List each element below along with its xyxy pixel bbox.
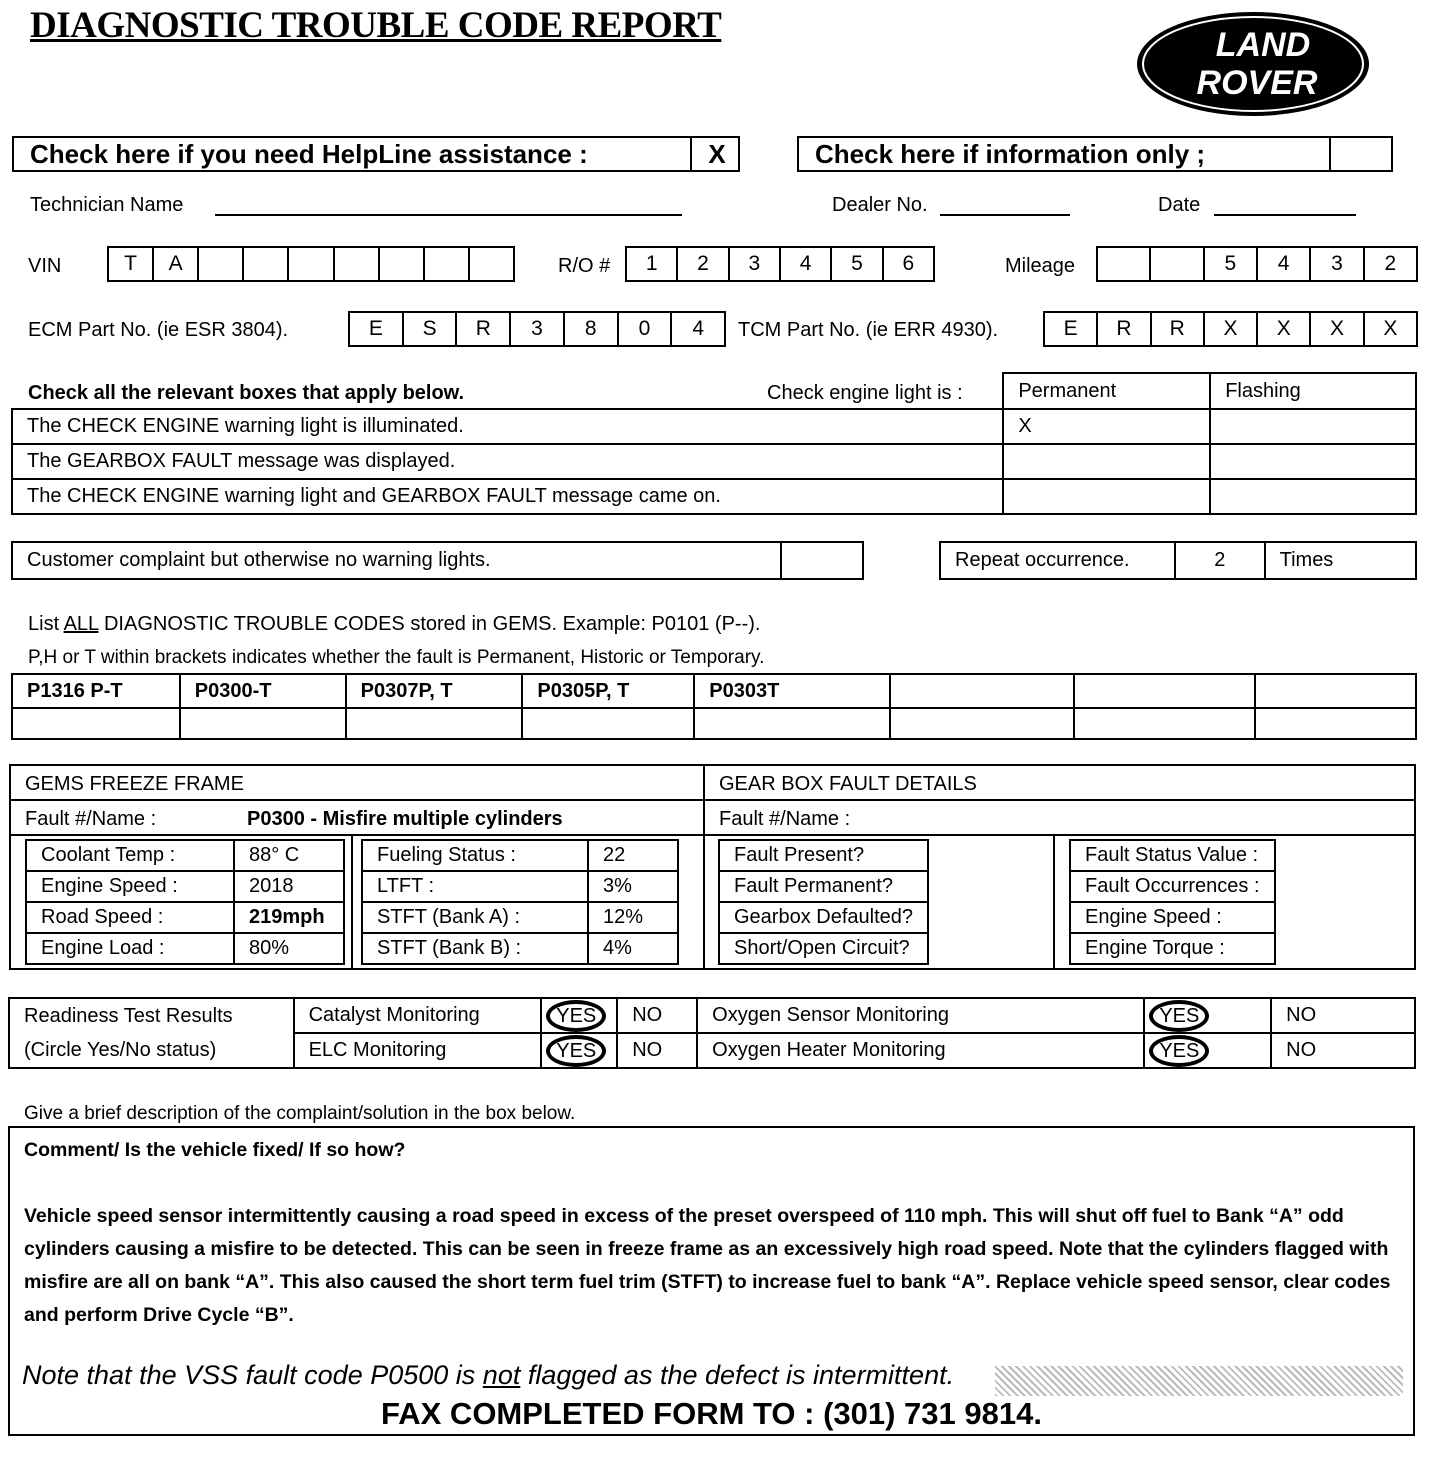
- ro-box[interactable]: 4: [781, 248, 832, 280]
- ff-fault-value: P0300 - Misfire multiple cylinders: [247, 808, 563, 830]
- ecm-box[interactable]: S: [404, 313, 458, 345]
- ff-value: 4%: [588, 933, 678, 964]
- yes-option[interactable]: [1144, 998, 1271, 1033]
- dtc-instruction-2: P,H or T within brackets indicates whether the fault is Permanent, Historic or Temporary.: [28, 647, 765, 668]
- comment-heading: Comment/ Is the vehicle fixed/ If so how?: [24, 1139, 406, 1161]
- dtc-cell[interactable]: P1316 P-T: [12, 674, 180, 708]
- tcm-boxes[interactable]: [1043, 311, 1418, 347]
- ecm-box[interactable]: 3: [511, 313, 565, 345]
- info-only-box: [797, 136, 1393, 172]
- mileage-boxes[interactable]: [1096, 246, 1418, 282]
- description-intro: Give a brief description of the complaint/solution in the box below.: [24, 1103, 576, 1124]
- readiness-test-label: Oxygen Sensor Monitoring: [697, 998, 1144, 1033]
- gb-label: Fault Occurrences :: [1070, 871, 1275, 902]
- flashing-checkbox[interactable]: [1210, 479, 1416, 514]
- vin-box[interactable]: A: [154, 248, 199, 280]
- ro-boxes[interactable]: [625, 246, 935, 282]
- col-flashing: Flashing: [1210, 373, 1416, 409]
- tcm-box[interactable]: X: [1205, 313, 1258, 345]
- dtc-cell[interactable]: [890, 708, 1074, 739]
- vin-box[interactable]: [244, 248, 289, 280]
- ro-box[interactable]: 3: [730, 248, 781, 280]
- ecm-label: ECM Part No. (ie ESR 3804).: [28, 319, 289, 341]
- ecm-box[interactable]: 4: [692, 317, 705, 340]
- readiness-test-label: ELC Monitoring: [294, 1033, 542, 1068]
- vin-box[interactable]: [470, 248, 513, 280]
- vin-box[interactable]: [425, 248, 470, 280]
- mileage-box[interactable]: 5: [1205, 248, 1258, 280]
- complaint-label: Customer complaint but otherwise no warning lights.: [12, 542, 781, 579]
- comment-body: Vehicle speed sensor intermittently causing a road speed in excess of the preset overspeed of 110 mph. This will shut off fuel to Bank “A” odd cylinders causing a misfire to be detected. This can be seen in freeze frame as an excessively high road speed. Note that the cylinders flagged with misfire are all on bank “A”. This also caused the short term fuel trim (STFT) to increase fuel to bank “A”. Replace vehicle speed sensor, clear codes and perform Drive Cycle “B”.: [24, 1205, 1391, 1326]
- date-label: Date: [1158, 194, 1201, 216]
- yes-circle: YES: [546, 1000, 606, 1032]
- date-field[interactable]: [1214, 214, 1356, 216]
- dealer-field[interactable]: [940, 214, 1070, 216]
- gb-label: Engine Torque :: [1070, 933, 1275, 964]
- ff-label: Fueling Status :: [362, 840, 588, 871]
- vin-boxes[interactable]: [107, 246, 515, 282]
- ro-box[interactable]: 5: [832, 248, 883, 280]
- relevant-row-label: The GEARBOX FAULT message was displayed.: [12, 444, 1003, 479]
- tcm-box[interactable]: R: [1098, 313, 1151, 345]
- ff-label: LTFT :: [362, 871, 588, 902]
- dtc-cell[interactable]: [1255, 674, 1416, 708]
- no-option[interactable]: NO: [617, 1033, 697, 1068]
- technician-label: Technician Name: [30, 194, 184, 216]
- gb-label: Fault Permanent?: [719, 871, 928, 902]
- ff-value: 22: [588, 840, 678, 871]
- ro-box[interactable]: 1: [627, 248, 678, 280]
- tcm-box[interactable]: X: [1311, 313, 1364, 345]
- col-permanent: Permanent: [1003, 373, 1210, 409]
- ro-box[interactable]: 2: [678, 248, 729, 280]
- readiness-label-2: (Circle Yes/No status): [9, 1033, 294, 1068]
- helpline-checkbox[interactable]: [690, 136, 742, 172]
- helpline-box: [12, 136, 740, 172]
- dtc-cell[interactable]: [890, 674, 1074, 708]
- relevant-table: [11, 372, 1417, 515]
- complaint-table: [11, 541, 864, 580]
- ff-right-table: [361, 839, 679, 965]
- vin-box[interactable]: T: [109, 248, 154, 280]
- flashing-checkbox[interactable]: [1210, 409, 1416, 444]
- readiness-label-1: Readiness Test Results: [9, 998, 294, 1033]
- comment-box[interactable]: [8, 1126, 1415, 1436]
- table-row: [12, 409, 1416, 444]
- tcm-box[interactable]: X: [1258, 313, 1311, 345]
- dtc-instruction-1: List ALL DIAGNOSTIC TROUBLE CODES stored in GEMS. Example: P0101 (P--).: [28, 613, 761, 635]
- vin-label: VIN: [28, 255, 62, 277]
- dtc-cell[interactable]: [12, 708, 180, 739]
- vin-box[interactable]: [335, 248, 380, 280]
- logo-line1: LAND: [1215, 26, 1311, 64]
- helpline-check-mark: X: [708, 138, 726, 169]
- no-option[interactable]: NO: [1271, 1033, 1415, 1068]
- yes-circle: YES: [1149, 1000, 1209, 1032]
- info-only-label: Check here if information only ;: [815, 139, 1206, 169]
- gb-right-table: [1069, 839, 1276, 965]
- ff-label: Road Speed :: [26, 902, 234, 933]
- ff-value: 2018: [234, 871, 344, 902]
- check-engine-light-label: Check engine light is :: [767, 382, 963, 404]
- times-label: Times: [1265, 542, 1416, 579]
- relevant-instruction: Check all the relevant boxes that apply below.: [28, 382, 465, 404]
- ff-value: 12%: [588, 902, 678, 933]
- technician-field[interactable]: [215, 214, 682, 216]
- repeat-label: Repeat occurrence.: [940, 542, 1175, 579]
- ff-value: 80%: [234, 933, 344, 964]
- ff-label: Engine Speed :: [26, 871, 234, 902]
- dtc-cell[interactable]: [694, 708, 890, 739]
- ff-label: STFT (Bank A) :: [362, 902, 588, 933]
- mileage-box[interactable]: 2: [1384, 252, 1397, 275]
- yes-option[interactable]: [1144, 1033, 1271, 1068]
- dtc-table: [11, 673, 1417, 740]
- permanent-checkbox[interactable]: [1003, 444, 1210, 479]
- mileage-box[interactable]: 3: [1311, 248, 1364, 280]
- dtc-cell[interactable]: [180, 708, 346, 739]
- ff-value: 219mph: [234, 902, 344, 933]
- repeat-count[interactable]: 2: [1175, 542, 1265, 579]
- ff-label: Engine Load :: [26, 933, 234, 964]
- yes-option[interactable]: [541, 1033, 617, 1068]
- yes-circle: YES: [1149, 1035, 1209, 1067]
- ff-label: Coolant Temp :: [26, 840, 234, 871]
- dtc-cell[interactable]: P0303T: [694, 674, 890, 708]
- readiness-test-label: Catalyst Monitoring: [294, 998, 542, 1033]
- vin-box[interactable]: [289, 248, 334, 280]
- ecm-box[interactable]: 8: [565, 313, 619, 345]
- ecm-box[interactable]: E: [350, 313, 404, 345]
- gb-label: Gearbox Defaulted?: [719, 902, 928, 933]
- helpline-label: Check here if you need HelpLine assistance :: [30, 139, 588, 169]
- relevant-row-label: The CHECK ENGINE warning light and GEARBOX FAULT message came on.: [12, 479, 1003, 514]
- permanent-checkbox[interactable]: X: [1003, 409, 1210, 444]
- info-only-checkbox[interactable]: [1329, 136, 1395, 172]
- dtc-cell[interactable]: [522, 708, 694, 739]
- tcm-box[interactable]: R: [1152, 313, 1205, 345]
- ff-fault-label: Fault #/Name :: [25, 808, 157, 830]
- ro-box[interactable]: 6: [902, 252, 915, 275]
- dtc-cell[interactable]: P0300-T: [180, 674, 346, 708]
- ecm-box[interactable]: R: [457, 313, 511, 345]
- ecm-boxes[interactable]: [348, 311, 726, 347]
- table-row: [12, 479, 1416, 514]
- dtc-cell[interactable]: P0307P, T: [346, 674, 523, 708]
- tcm-label: TCM Part No. (ie ERR 4930).: [738, 319, 999, 341]
- vin-box[interactable]: [380, 248, 425, 280]
- yes-option[interactable]: [541, 998, 617, 1033]
- gb-label: Fault Present?: [719, 840, 928, 871]
- flashing-checkbox[interactable]: [1210, 444, 1416, 479]
- ff-value: 88° C: [234, 840, 344, 871]
- page-title: DIAGNOSTIC TROUBLE CODE REPORT: [30, 5, 722, 46]
- yes-circle: YES: [546, 1035, 606, 1067]
- repeat-table: [939, 541, 1417, 580]
- dtc-cell[interactable]: [346, 708, 523, 739]
- relevant-row-label: The CHECK ENGINE warning light is illuminated.: [12, 409, 1003, 444]
- tcm-box[interactable]: E: [1045, 313, 1098, 345]
- dealer-label: Dealer No.: [832, 194, 928, 216]
- ff-label: STFT (Bank B) :: [362, 933, 588, 964]
- gb-fault-label: Fault #/Name :: [719, 808, 851, 830]
- tcm-box[interactable]: X: [1383, 317, 1398, 340]
- ecm-box[interactable]: 0: [619, 313, 673, 345]
- note-text: Note that the VSS fault code P0500 is not flagged as the defect is intermittent.: [22, 1360, 955, 1390]
- land-rover-logo: [1135, 10, 1371, 118]
- mileage-box[interactable]: [1098, 248, 1151, 280]
- gb-left-table: [718, 839, 929, 965]
- mileage-box[interactable]: [1151, 248, 1204, 280]
- readiness-table: [8, 997, 1416, 1069]
- gb-label: Short/Open Circuit?: [719, 933, 928, 964]
- no-option[interactable]: NO: [617, 998, 697, 1033]
- gb-label: Engine Speed :: [1070, 902, 1275, 933]
- ff-left-table: [25, 839, 345, 965]
- dtc-cell[interactable]: P0305P, T: [522, 674, 694, 708]
- vin-box[interactable]: [199, 248, 244, 280]
- fax-noise: [995, 1366, 1403, 1396]
- freeze-frame-section: [9, 764, 1416, 970]
- fax-instruction: FAX COMPLETED FORM TO : (301) 731 9814.: [381, 1396, 1042, 1431]
- logo-line2: ROVER: [1196, 64, 1318, 102]
- dtc-cell[interactable]: [1074, 674, 1256, 708]
- no-option[interactable]: NO: [1271, 998, 1415, 1033]
- ff-value: 3%: [588, 871, 678, 902]
- dtc-cell[interactable]: [1255, 708, 1416, 739]
- freeze-frame-title: GEMS FREEZE FRAME: [25, 773, 244, 795]
- mileage-box[interactable]: 4: [1258, 248, 1311, 280]
- gearbox-title: GEAR BOX FAULT DETAILS: [719, 773, 977, 795]
- ro-label: R/O #: [558, 255, 611, 277]
- readiness-test-label: Oxygen Heater Monitoring: [697, 1033, 1144, 1068]
- gb-label: Fault Status Value :: [1070, 840, 1275, 871]
- table-row: [12, 444, 1416, 479]
- complaint-checkbox[interactable]: [781, 542, 863, 579]
- mileage-label: Mileage: [1005, 255, 1076, 277]
- permanent-checkbox[interactable]: [1003, 479, 1210, 514]
- dtc-cell[interactable]: [1074, 708, 1256, 739]
